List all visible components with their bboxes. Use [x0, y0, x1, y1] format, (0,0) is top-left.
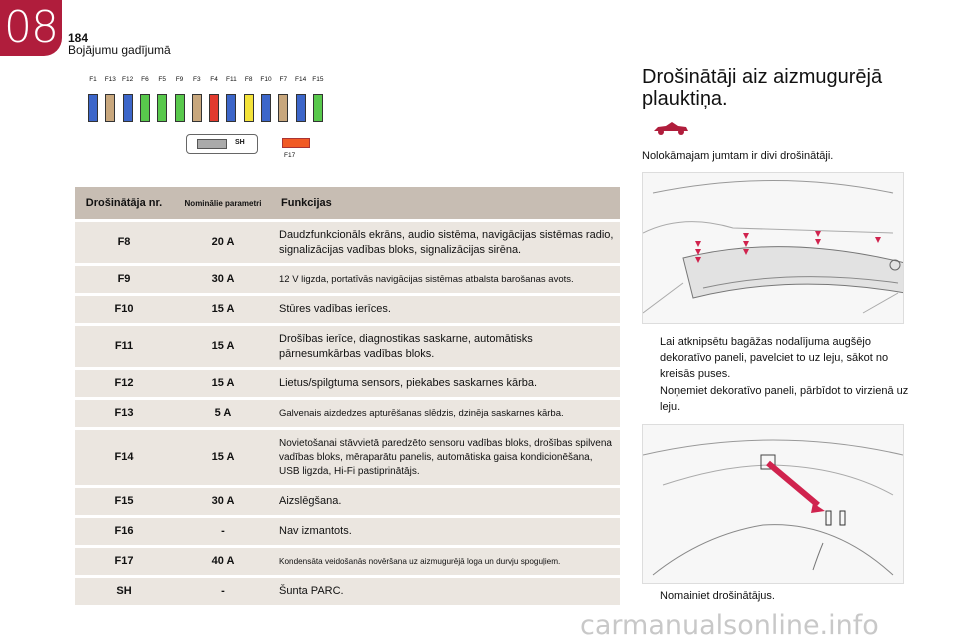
table-row	[75, 577, 620, 607]
fuse-rating: 15 A	[173, 295, 273, 325]
watermark: carmanualsonline.info	[580, 610, 879, 641]
bullet-icon	[642, 590, 660, 602]
fuse-label: F15	[312, 76, 324, 83]
fuse-box-diagram	[80, 76, 340, 166]
step-text: Noņemiet dekoratīvo paneli, pārbīdot to virzienā uz leju.	[660, 385, 909, 413]
fuse-function: 12 V ligzda, portatīvās navigācijas sistēmas atbalsta barošanas avots.	[273, 265, 620, 295]
trunk-panel-photo	[642, 172, 904, 324]
intro-text: Nolokāmajam jumtam ir divi drošinātāji.	[642, 150, 834, 162]
fuse-slot	[88, 94, 98, 122]
instruction-step	[642, 334, 912, 382]
header-nominal: Nominālie parametri	[173, 187, 273, 221]
fuse-label: F14	[294, 76, 307, 83]
fuse-function: Kondensāta veidošanās novēršana uz aizmugurējā loga un durvju spoguļiem.	[273, 547, 620, 577]
instruction-steps	[642, 334, 912, 416]
fuse-slot	[157, 94, 167, 122]
fuse-function: Šunta PARC.	[273, 577, 620, 607]
fuse-nr: F13	[75, 399, 173, 429]
step-text: Lai atknipsētu bagāžas nodalījuma augšējo dekoratīvo paneli, pavelciet to uz leju, sākot no kreisās puses.	[660, 336, 889, 380]
fuse-rating: 5 A	[173, 399, 273, 429]
table-row	[75, 399, 620, 429]
bullet-icon	[642, 334, 660, 382]
fuse-rating: 30 A	[173, 265, 273, 295]
fuse-rating: 20 A	[173, 221, 273, 265]
page-number: 184	[68, 31, 89, 45]
f17-label: F17	[284, 152, 296, 159]
step-text: Nomainiet drošinātājus.	[660, 590, 775, 602]
fuse-label: F1	[89, 76, 97, 83]
instruction-step	[642, 383, 912, 415]
fuse-function: Novietošanai stāvvietā paredzēto sensoru vadības bloks, drošības spilvena vadības bloks, mēraparātu panelis, automātiska gaisa kondicionēšana, USB ligzda, Hi-Fi pastiprinātājs.	[273, 429, 620, 487]
fuse-function: Daudzfunkcionāls ekrāns, audio sistēma, navigācijas sistēmas radio, signalizācijas vadības bloks, signalizācijas sirēna.	[273, 221, 620, 265]
fuse-label: F8	[244, 76, 253, 83]
final-instruction-step	[642, 590, 775, 602]
fuse-label: F5	[158, 76, 166, 83]
chapter-title: Bojājumu gadījumā	[68, 43, 171, 57]
fuse-function: Galvenais aizdedzes apturēšanas slēdzis, dzinēja saskarnes kārba.	[273, 399, 620, 429]
fuse-slot	[296, 94, 306, 122]
fuse-slot	[261, 94, 271, 122]
table-row	[75, 369, 620, 399]
fuse-slot	[175, 94, 185, 122]
fuse-rating: 15 A	[173, 325, 273, 369]
fuse-slot	[313, 94, 323, 122]
table-row	[75, 295, 620, 325]
table-row	[75, 325, 620, 369]
fuse-nr: F11	[75, 325, 173, 369]
fuse-rating: 40 A	[173, 547, 273, 577]
table-row	[75, 517, 620, 547]
sh-label: SH	[235, 139, 245, 146]
fuse-rating: 30 A	[173, 487, 273, 517]
fuse-nr: F9	[75, 265, 173, 295]
fuse-label: F6	[141, 76, 149, 83]
fuse-function: Nav izmantots.	[273, 517, 620, 547]
f17-fuse	[282, 138, 310, 148]
fuse-nr: F17	[75, 547, 173, 577]
fuse-rating: -	[173, 517, 273, 547]
header-fuse-nr: Drošinātāja nr.	[75, 187, 173, 221]
fuse-label: F9	[175, 76, 184, 83]
fuse-slot	[226, 94, 236, 122]
fuse-nr: F12	[75, 369, 173, 399]
fuse-nr: F15	[75, 487, 173, 517]
shunt-body	[197, 139, 227, 149]
fuse-function: Aizslēgšana.	[273, 487, 620, 517]
fuse-location-photo	[642, 424, 904, 584]
fuse-slot	[244, 94, 254, 122]
table-row	[75, 487, 620, 517]
fuse-nr: F8	[75, 221, 173, 265]
table-row	[75, 429, 620, 487]
fuse-labels	[80, 76, 340, 88]
fuse-table	[75, 187, 620, 608]
table-row	[75, 265, 620, 295]
fuse-label: F3	[193, 76, 201, 83]
section-title	[642, 66, 882, 110]
fuse-rating: 15 A	[173, 369, 273, 399]
fuse-slot	[140, 94, 150, 122]
fuse-function: Drošības ierīce, diagnostikas saskarne, automātisks pārnesumkārbas vadības bloks.	[273, 325, 620, 369]
fuse-slot	[192, 94, 202, 122]
fuse-slot	[209, 94, 219, 122]
fuse-slot	[105, 94, 115, 122]
fuse-nr: F14	[75, 429, 173, 487]
fuse-label: F11	[226, 76, 237, 83]
sh-shunt	[186, 134, 258, 154]
bullet-icon	[642, 383, 660, 415]
table-row	[75, 547, 620, 577]
section-title-line1: Drošinātāji aiz aizmugurējā	[642, 66, 883, 88]
convertible-car-icon	[652, 118, 690, 136]
fuse-label: F13	[104, 76, 116, 83]
fuse-nr: F10	[75, 295, 173, 325]
fuse-label: F4	[210, 76, 218, 83]
fuse-label: F12	[121, 76, 134, 83]
section-title-line2: plauktiņa.	[642, 88, 728, 110]
table-header-row	[75, 187, 620, 221]
fuse-function: Stūres vadības ierīces.	[273, 295, 620, 325]
fuse-nr: F16	[75, 517, 173, 547]
fuse-slot	[278, 94, 288, 122]
fuse-nr: SH	[75, 577, 173, 607]
table-row	[75, 221, 620, 265]
fuse-label: F10	[260, 76, 272, 83]
fuse-rating: -	[173, 577, 273, 607]
fuse-slot	[123, 94, 133, 122]
fuse-function: Lietus/spilgtuma sensors, piekabes saskarnes kārba.	[273, 369, 620, 399]
chapter-number-tab: 08	[0, 0, 62, 56]
header-function: Funkcijas	[273, 187, 620, 221]
fuse-rating: 15 A	[173, 429, 273, 487]
fuse-label: F7	[279, 76, 288, 83]
